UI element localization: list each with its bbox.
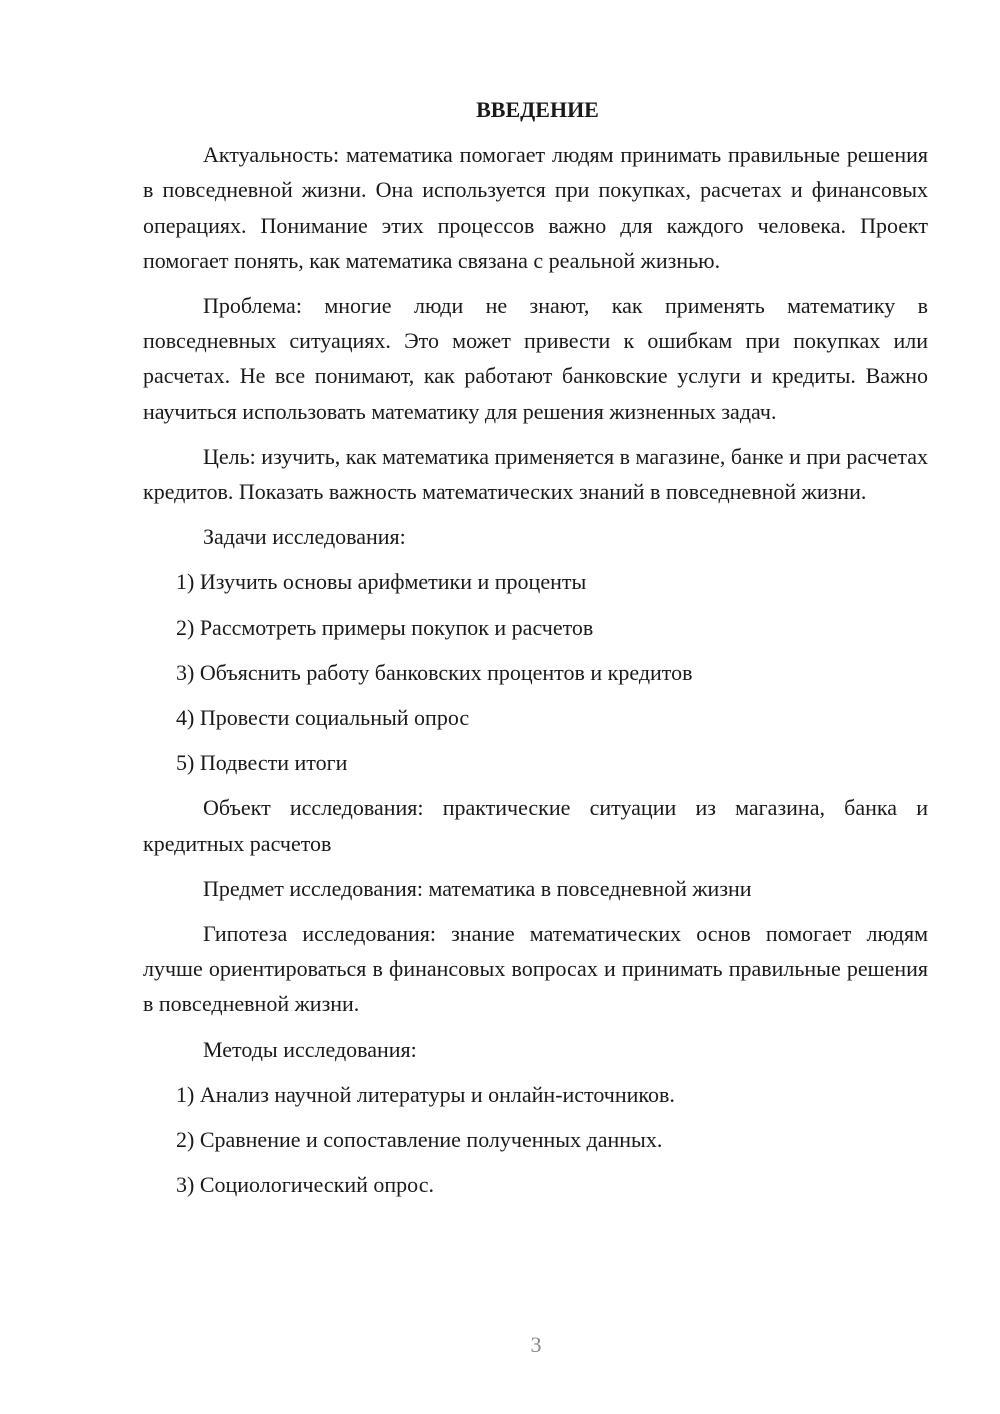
- list-item: 1) Анализ научной литературы и онлайн-источников.: [176, 1081, 675, 1107]
- page-number: 3: [530, 1332, 542, 1357]
- list-item: 2) Рассмотреть примеры покупок и расчетов: [176, 614, 594, 640]
- methods-list: [143, 1077, 928, 1203]
- object-paragraph: Объект исследования: практические ситуации из магазина, банка и кредитных расчетов: [143, 795, 928, 856]
- list-item: 2) Сравнение и сопоставление полученных данных.: [176, 1127, 663, 1153]
- list-item: 5) Подвести итоги: [176, 750, 348, 776]
- list-item: 4) Провести социальный опрос: [176, 705, 470, 731]
- list-item: 3) Социологический опрос.: [176, 1172, 434, 1198]
- tasks-heading: Задачи исследования:: [203, 524, 406, 550]
- list-item: 1) Изучить основы арифметики и проценты: [176, 569, 587, 595]
- hypothesis-paragraph: Гипотеза исследования: знание математических основ помогает людям лучше ориентироваться в финансовых вопросах и принимать правильные решения в повседневной жизни.: [143, 921, 928, 1017]
- subject-paragraph: Предмет исследования: математика в повседневной жизни: [203, 875, 752, 901]
- section-title: ВВЕДЕНИЕ: [476, 97, 599, 122]
- list-item: 3) Объяснить работу банковских процентов и кредитов: [176, 659, 693, 685]
- document-page: [143, 92, 928, 1212]
- relevance-paragraph: Актуальность: математика помогает людям принимать правильные решения в повседневной жизни. Она используется при покупках, расчетах и финансовых операциях. Понимание этих процессов важно для каждого человека. Проект помогает понять, как математика связана с реальной жизнью.: [143, 142, 928, 273]
- methods-heading: Методы исследования:: [203, 1036, 417, 1062]
- problem-paragraph: Проблема: многие люди не знают, как применять математику в повседневных ситуациях. Это может привести к ошибкам при покупках или расчетах. Не все понимают, как работают банковские услуги и кредиты. Важно научиться использовать математику для решения жизненных задач.: [143, 293, 928, 424]
- tasks-list: [143, 564, 928, 780]
- goal-paragraph: Цель: изучить, как математика применяется в магазине, банке и при расчетах кредитов. Показать важность математических знаний в повседневной жизни.: [143, 443, 928, 505]
